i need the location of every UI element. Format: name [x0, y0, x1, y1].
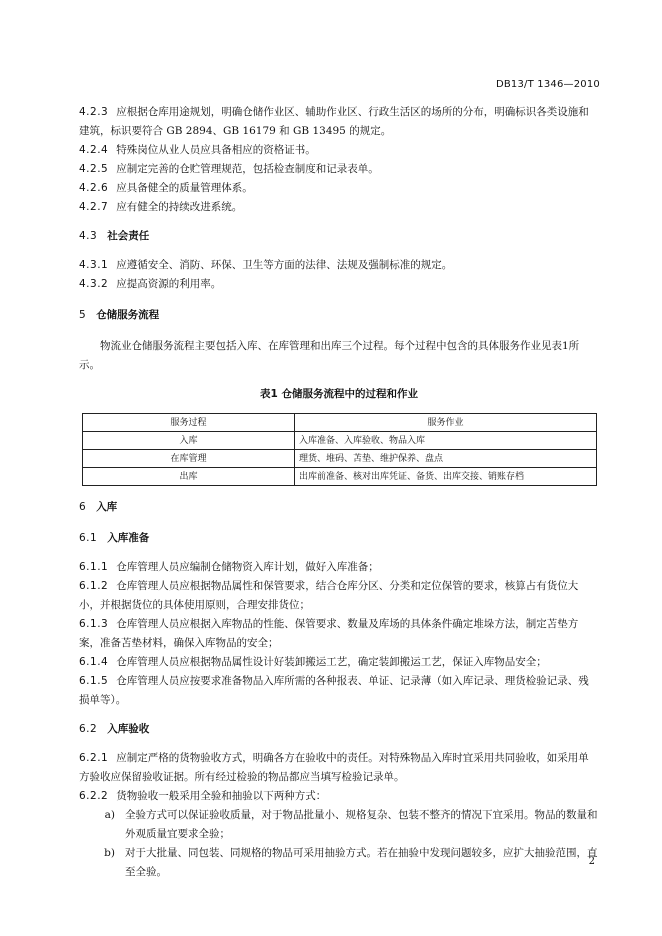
- clause-text: 应提高资源的利用率。: [116, 278, 222, 290]
- clause-text: 应根据仓库用途规划，明确仓储作业区、辅助作业区、行政生活区的场所的分布，明确标识各类设施和建筑，标识要符合 GB 2894、GB 16179 和 GB 13495 的规定。: [79, 106, 589, 137]
- clause-6-1-1: [79, 558, 599, 577]
- clause-4-3-2: [79, 275, 599, 294]
- heading-4-3: [79, 227, 599, 246]
- table-row: [83, 450, 597, 468]
- table-cell-operations: 出库前准备、核对出库凭证、备货、出库交接、销账存档: [295, 468, 597, 486]
- table-row: [83, 432, 597, 450]
- clause-4-2-6: [79, 179, 599, 198]
- table-cell-operations: 理货、堆码、苫垫、维护保养、盘点: [295, 450, 597, 468]
- process-table: [82, 413, 597, 486]
- heading-number: 6.1: [79, 532, 98, 544]
- clause-number: 6.1.5: [79, 675, 109, 687]
- page-number: 2: [588, 856, 595, 867]
- clause-text: 应遵循安全、消防、环保、卫生等方面的法律、法规及强制标准的规定。: [116, 259, 453, 271]
- heading-title: 入库准备: [107, 532, 150, 544]
- heading-5: [79, 306, 599, 325]
- list-label: b): [104, 847, 115, 859]
- clause-number: 6.1.4: [79, 656, 109, 668]
- clause-number: 4.2.4: [79, 144, 109, 156]
- clause-number: 4.2.6: [79, 182, 109, 194]
- clause-text: 仓库管理人员应编制仓储物资入库计划，做好入库准备；: [116, 561, 379, 573]
- heading-number: 6: [79, 501, 87, 513]
- heading-title: 入库验收: [107, 723, 150, 735]
- list-text: 对于大批量、同包装、同规格的物品可采用抽验方式。若在抽验中发现问题较多，应扩大抽验范围，直至全验。: [125, 847, 598, 878]
- doc-code: DB13/T 1346—2010: [495, 79, 600, 90]
- list-label: a): [104, 809, 115, 821]
- table-header-row: [83, 414, 597, 432]
- clause-number: 6.1.3: [79, 618, 109, 630]
- clause-text: 应有健全的持续改进系统。: [116, 201, 243, 213]
- clause-text: 仓库管理人员应按要求准备物品入库所需的各种报表、单证、记录薄（如入库记录、理货检验记录、残损单等）。: [79, 675, 589, 706]
- section-5-paragraph: 物流业仓储服务流程主要包括入库、在库管理和出库三个过程。每个过程中包含的具体服务作业见表1所示。: [79, 340, 580, 371]
- clause-number: 4.3.2: [79, 278, 109, 290]
- list-item: [79, 806, 599, 844]
- list-item: [79, 844, 599, 882]
- clause-number: 4.3.1: [79, 259, 109, 271]
- clause-4-2-3: [79, 103, 599, 141]
- table-row: [83, 468, 597, 486]
- clause-number: 6.2.2: [79, 790, 109, 802]
- table-header-cell: 服务作业: [295, 414, 597, 432]
- heading-title: 社会责任: [107, 230, 150, 242]
- clause-6-2-2: [79, 787, 599, 806]
- clause-text: 仓库管理人员应根据物品属性设计好装卸搬运工艺，确定装卸搬运工艺，保证入库物品安全；: [116, 656, 547, 668]
- clause-text: 货物验收一般采用全验和抽验以下两种方式：: [116, 790, 327, 802]
- clause-text: 应具备健全的质量管理体系。: [116, 182, 253, 194]
- heading-6-1: [79, 529, 599, 548]
- heading-6-2: [79, 720, 599, 739]
- clause-number: 6.1.2: [79, 580, 109, 592]
- table-cell-operations: 入库准备、入库验收、物品入库: [295, 432, 597, 450]
- clause-6-1-3: [79, 615, 599, 653]
- document-body: [79, 103, 599, 882]
- table-cell-process: 在库管理: [83, 450, 295, 468]
- table-header-cell: 服务过程: [83, 414, 295, 432]
- heading-number: 6.2: [79, 723, 98, 735]
- clause-6-1-4: [79, 653, 599, 672]
- clause-text: 应制定完善的仓贮管理规范，包括检查制度和记录表单。: [116, 163, 379, 175]
- clause-4-3-1: [79, 256, 599, 275]
- clause-text: 仓库管理人员应根据物品属性和保管要求，结合仓库分区、分类和定位保管的要求，核算占有货位大小，并根据货位的具体使用原则，合理安排货位；: [79, 580, 579, 611]
- clause-text: 仓库管理人员应根据入库物品的性能、保管要求、数量及库场的具体条件确定堆垛方法，制定苫垫方案，准备苫垫材料，确保入库物品的安全；: [79, 618, 579, 649]
- heading-6: [79, 498, 599, 517]
- clause-number: 6.2.1: [79, 752, 109, 764]
- clause-6-1-2: [79, 577, 599, 615]
- heading-title: 仓储服务流程: [96, 309, 160, 321]
- clause-number: 4.2.7: [79, 201, 109, 213]
- table-cell-process: 入库: [83, 432, 295, 450]
- clause-4-2-7: [79, 198, 599, 217]
- clause-4-2-5: [79, 160, 599, 179]
- heading-number: 5: [79, 309, 87, 321]
- list-text: 全验方式可以保证验收质量，对于物品批量小、规格复杂、包装不整齐的情况下宜采用。物品的数量和外观质量宜要求全验；: [125, 809, 598, 840]
- clause-4-2-4: [79, 141, 599, 160]
- clause-number: 4.2.3: [79, 106, 109, 118]
- clause-number: 4.2.5: [79, 163, 109, 175]
- clause-text: 应制定严格的货物验收方式，明确各方在验收中的责任。对特殊物品入库时宜采用共同验收，如采用单方验收应保留验收证据。所有经过检验的物品都应当填写检验记录单。: [79, 752, 589, 783]
- table-cell-process: 出库: [83, 468, 295, 486]
- clause-text: 特殊岗位从业人员应具备相应的资格证书。: [116, 144, 316, 156]
- clause-number: 6.1.1: [79, 561, 109, 573]
- heading-number: 4.3: [79, 230, 98, 242]
- clause-6-2-1: [79, 749, 599, 787]
- clause-6-1-5: [79, 672, 599, 710]
- table-caption: 表1 仓储服务流程中的过程和作业: [260, 388, 418, 400]
- heading-title: 入库: [96, 501, 118, 513]
